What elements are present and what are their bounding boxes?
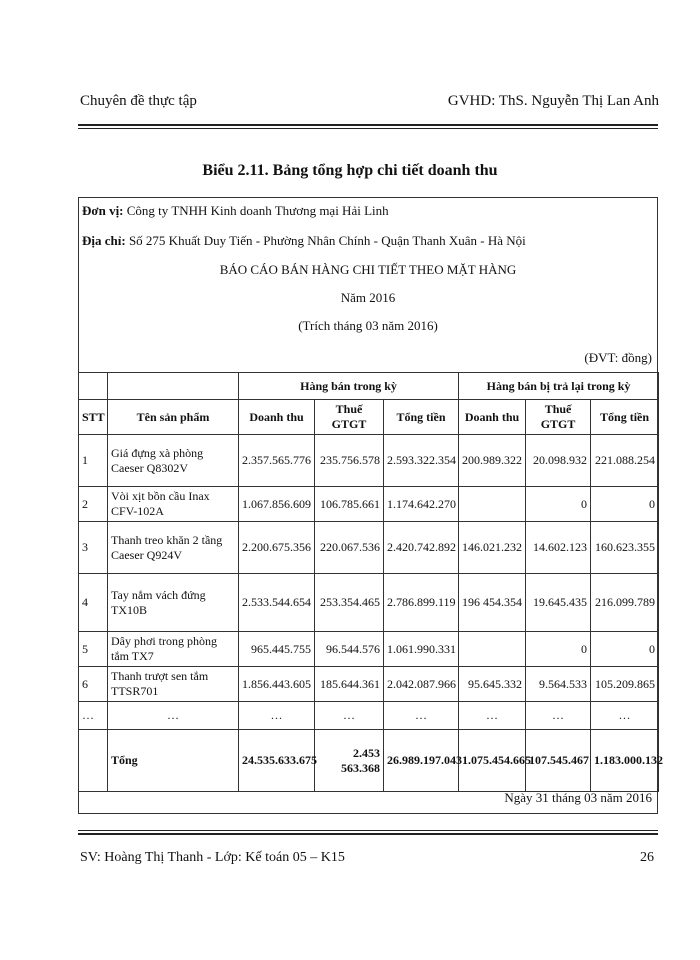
cell-returned-vat: 9.564.533 xyxy=(526,667,591,702)
cell-product: Tay nắm vách đứng TX10B xyxy=(108,574,239,632)
table-row xyxy=(79,435,659,487)
cell-returned-total: 0 xyxy=(591,487,659,522)
table-row xyxy=(79,667,659,702)
cell-product: Dây phơi trong phòng tắm TX7 xyxy=(108,632,239,667)
cell-product: Thanh treo khăn 2 tầng Caeser Q924V xyxy=(108,522,239,574)
report-heading: BÁO CÁO BÁN HÀNG CHI TIẾT THEO MẶT HÀNG xyxy=(219,262,517,277)
header-revenue: Doanh thu xyxy=(239,400,315,435)
cell-product: Thanh trượt sen tắm TTSR701 xyxy=(108,667,239,702)
cell-ellipsis: … xyxy=(79,702,108,730)
footer-rule xyxy=(78,830,658,835)
header-blank xyxy=(79,373,108,400)
table-row xyxy=(79,632,659,667)
running-header-left: Chuyên đề thực tập xyxy=(80,93,197,109)
cell-returned-total: 160.623.355 xyxy=(591,522,659,574)
address-value: Số 275 Khuất Duy Tiến - Phường Nhân Chính - Quận Thanh Xuân - Hà Nội xyxy=(125,233,526,248)
cell-ellipsis: … xyxy=(384,702,459,730)
report-excerpt: (Trích tháng 03 năm 2016) xyxy=(298,318,438,333)
running-footer-left: SV: Hoàng Thị Thanh - Lớp: Kế toán 05 – K15 xyxy=(80,850,345,865)
cell-total: 1.061.990.331 xyxy=(384,632,459,667)
cell-ellipsis: … xyxy=(526,702,591,730)
table-row xyxy=(79,574,659,632)
cell-returned-revenue xyxy=(459,632,526,667)
header-returned-vat: Thuế GTGT xyxy=(526,400,591,435)
header-group-returned: Hàng bán bị trả lại trong kỳ xyxy=(459,373,659,400)
table-column-header-row xyxy=(79,400,659,435)
cell-returned-revenue xyxy=(459,487,526,522)
total-returned-total: 1.183.000.132 xyxy=(591,730,659,792)
cell-stt: 6 xyxy=(79,667,108,702)
address-line xyxy=(82,233,526,249)
header-stt: STT xyxy=(79,400,108,435)
report-year: Năm 2016 xyxy=(340,290,396,305)
header-returned-revenue: Doanh thu xyxy=(459,400,526,435)
sales-report-table xyxy=(78,372,664,792)
cell-total: 2.593.322.354 xyxy=(384,435,459,487)
running-header-right: GVHD: ThS. Nguyễn Thị Lan Anh xyxy=(447,93,659,109)
header-blank xyxy=(108,373,239,400)
cell-total: 2.420.742.892 xyxy=(384,522,459,574)
header-returned-total: Tổng tiền xyxy=(591,400,659,435)
cell-total: 1.174.642.270 xyxy=(384,487,459,522)
cell-revenue: 2.533.544.654 xyxy=(239,574,315,632)
total-returned-revenue: 1.075.454.665 xyxy=(459,730,526,792)
cell-stt: 3 xyxy=(79,522,108,574)
cell-blank xyxy=(79,730,108,792)
cell-product: Vòi xịt bồn cầu Inax CFV-102A xyxy=(108,487,239,522)
cell-returned-total: 0 xyxy=(591,632,659,667)
address-label: Địa chỉ: xyxy=(82,233,126,248)
cell-returned-vat: 14.602.123 xyxy=(526,522,591,574)
cell-ellipsis: … xyxy=(459,702,526,730)
cell-revenue: 2.357.565.776 xyxy=(239,435,315,487)
cell-stt: 2 xyxy=(79,487,108,522)
company-label: Đơn vị: xyxy=(82,203,124,218)
cell-ellipsis: … xyxy=(108,702,239,730)
cell-ellipsis: … xyxy=(239,702,315,730)
page-title: Biểu 2.11. Bảng tổng hợp chi tiết doanh thu xyxy=(202,162,498,179)
currency-unit: (ĐVT: đồng) xyxy=(584,350,652,365)
cell-revenue: 965.445.755 xyxy=(239,632,315,667)
table-group-header-row xyxy=(79,373,659,400)
cell-revenue: 2.200.675.356 xyxy=(239,522,315,574)
company-name: Công ty TNHH Kinh doanh Thương mại Hải Linh xyxy=(123,203,389,218)
total-returned-vat: 107.545.467 xyxy=(526,730,591,792)
cell-vat: 220.067.536 xyxy=(315,522,384,574)
header-total: Tổng tiền xyxy=(384,400,459,435)
report-date: Ngày 31 tháng 03 năm 2016 xyxy=(504,790,652,805)
total-label: Tổng xyxy=(108,730,239,792)
total-total: 26.989.197.043 xyxy=(384,730,459,792)
cell-total: 2.042.087.966 xyxy=(384,667,459,702)
table-row xyxy=(79,487,659,522)
header-product: Tên sản phẩm xyxy=(108,400,239,435)
cell-stt: 4 xyxy=(79,574,108,632)
table-row-ellipsis xyxy=(79,702,659,730)
header-vat: Thuế GTGT xyxy=(315,400,384,435)
table-total-row xyxy=(79,730,659,792)
cell-returned-total: 216.099.789 xyxy=(591,574,659,632)
total-vat: 2.453 563.368 xyxy=(315,730,384,792)
cell-returned-revenue: 95.645.332 xyxy=(459,667,526,702)
header-rule xyxy=(78,124,658,129)
cell-stt: 1 xyxy=(79,435,108,487)
company-line xyxy=(82,203,389,219)
cell-ellipsis: … xyxy=(315,702,384,730)
cell-returned-revenue: 196 454.354 xyxy=(459,574,526,632)
cell-returned-vat: 19.645.435 xyxy=(526,574,591,632)
cell-revenue: 1.856.443.605 xyxy=(239,667,315,702)
cell-returned-total: 105.209.865 xyxy=(591,667,659,702)
cell-product: Giá đựng xà phòng Caeser Q8302V xyxy=(108,435,239,487)
cell-revenue: 1.067.856.609 xyxy=(239,487,315,522)
cell-returned-revenue: 146.021.232 xyxy=(459,522,526,574)
cell-stt: 5 xyxy=(79,632,108,667)
cell-returned-vat: 0 xyxy=(526,487,591,522)
cell-returned-vat: 20.098.932 xyxy=(526,435,591,487)
cell-total: 2.786.899.119 xyxy=(384,574,459,632)
cell-returned-total: 221.088.254 xyxy=(591,435,659,487)
cell-returned-revenue: 200.989.322 xyxy=(459,435,526,487)
cell-returned-vat: 0 xyxy=(526,632,591,667)
cell-vat: 235.756.578 xyxy=(315,435,384,487)
cell-vat: 253.354.465 xyxy=(315,574,384,632)
header-group-sold: Hàng bán trong kỳ xyxy=(239,373,459,400)
cell-vat: 96.544.576 xyxy=(315,632,384,667)
table-row xyxy=(79,522,659,574)
cell-vat: 106.785.661 xyxy=(315,487,384,522)
cell-vat: 185.644.361 xyxy=(315,667,384,702)
cell-ellipsis: … xyxy=(591,702,659,730)
total-revenue: 24.535.633.675 xyxy=(239,730,315,792)
page-number: 26 xyxy=(640,850,654,865)
